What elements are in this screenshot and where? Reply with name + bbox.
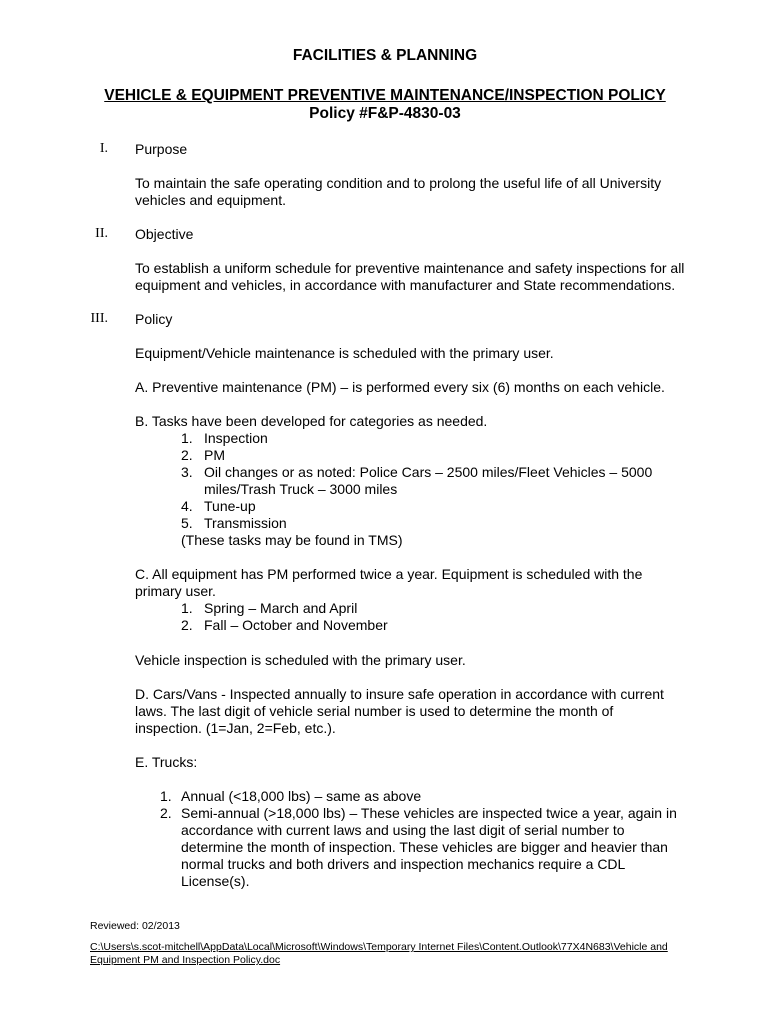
file-path-link[interactable]: Equipment PM and Inspection Policy.doc — [90, 954, 281, 966]
file-path-link[interactable]: C:\Users\s.scot-mitchell\AppData\Local\Microsoft\Windows\Temporary Internet Files\Content.Outlook\77X4N683\Vehicle and — [90, 941, 668, 953]
list-item-number: 4. — [181, 498, 193, 514]
policy-item-b: B. Tasks have been developed for categories as needed. — [135, 413, 488, 429]
list-item-text: Fall – October and November — [204, 617, 388, 633]
policy-title: VEHICLE & EQUIPMENT PREVENTIVE MAINTENANCE/INSPECTION POLICY — [104, 87, 666, 104]
policy-item-c-line: primary user. — [135, 583, 216, 599]
section-numeral-objective: II. — [95, 226, 108, 241]
reviewed-date: Reviewed: 02/2013 — [90, 920, 180, 932]
list-item-text: Annual (<18,000 lbs) – same as above — [181, 788, 422, 804]
list-item-number: 2. — [160, 805, 172, 821]
list-item-text: determine the month of inspection. These vehicles are bigger and heavier than — [181, 839, 668, 855]
list-item-text: Tune-up — [204, 498, 256, 514]
objective-text-line: To establish a uniform schedule for preventive maintenance and safety inspections for all — [135, 260, 685, 276]
policy-item-d-line: D. Cars/Vans - Inspected annually to insure safe operation in accordance with current — [135, 686, 664, 702]
list-item-text: License(s). — [181, 873, 250, 889]
list-item-text: Spring – March and April — [204, 600, 358, 616]
tasks-note: (These tasks may be found in TMS) — [181, 532, 403, 548]
list-item-text: Transmission — [204, 515, 287, 531]
list-item-number: 2. — [181, 447, 193, 463]
purpose-text-line: vehicles and equipment. — [135, 192, 286, 208]
policy-item-d-line: inspection. (1=Jan, 2=Feb, etc.). — [135, 720, 336, 736]
list-item-number: 3. — [181, 464, 193, 480]
list-item-number: 5. — [181, 515, 193, 531]
list-item-text: PM — [204, 447, 225, 463]
section-numeral-policy: III. — [90, 311, 108, 326]
policy-intro: Equipment/Vehicle maintenance is scheduled with the primary user. — [135, 345, 554, 361]
department-heading: FACILITIES & PLANNING — [292, 47, 478, 64]
list-item-number: 1. — [181, 430, 193, 446]
inspection-intro: Vehicle inspection is scheduled with the primary user. — [135, 652, 466, 668]
list-item-text: Oil changes or as noted: Police Cars – 2500 miles/Fleet Vehicles – 5000 — [204, 464, 653, 480]
list-item-number: 1. — [160, 788, 172, 804]
section-numeral-purpose: I. — [99, 141, 108, 156]
list-item-text: Inspection — [204, 430, 268, 446]
list-item-text: normal trucks and both drivers and inspection mechanics require a CDL — [181, 856, 626, 872]
policy-item-d-line: laws. The last digit of vehicle serial number is used to determine the month of — [135, 703, 614, 719]
section-heading-policy: Policy — [135, 311, 173, 327]
list-item-number: 1. — [181, 600, 193, 616]
purpose-text-line: To maintain the safe operating condition and to prolong the useful life of all University — [135, 175, 662, 191]
policy-number: Policy #F&P-4830-03 — [309, 105, 461, 122]
list-item-text: miles/Trash Truck – 3000 miles — [204, 481, 398, 497]
list-item-text: Semi-annual (>18,000 lbs) – These vehicles are inspected twice a year, again in — [181, 805, 677, 821]
policy-item-a: A. Preventive maintenance (PM) – is performed every six (6) months on each vehicle. — [135, 379, 665, 395]
policy-item-c-line: C. All equipment has PM performed twice a year. Equipment is scheduled with the — [135, 566, 643, 582]
objective-text-line: equipment and vehicles, in accordance with manufacturer and State recommendations. — [135, 277, 676, 293]
list-item-text: accordance with current laws and using the last digit of serial number to — [181, 822, 625, 838]
section-heading-purpose: Purpose — [135, 141, 188, 157]
section-heading-objective: Objective — [135, 226, 194, 242]
policy-item-e-heading: E. Trucks: — [135, 754, 198, 770]
list-item-number: 2. — [181, 617, 193, 633]
